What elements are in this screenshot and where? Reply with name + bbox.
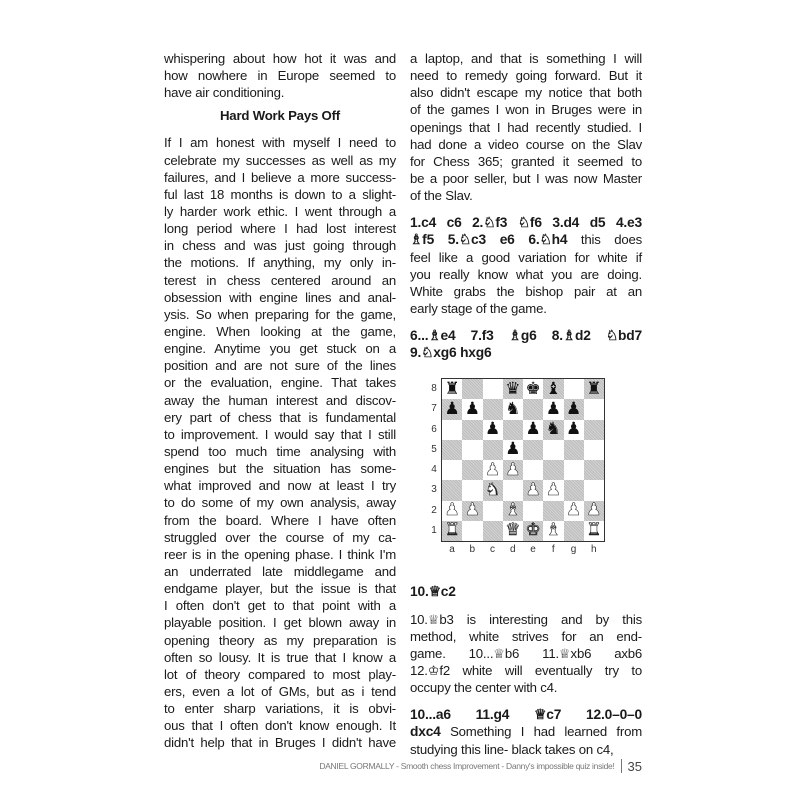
text-line	[410, 327, 642, 344]
section-heading: Hard Work Pays Off	[219, 108, 340, 124]
text-line: opening theory as my preparation is	[164, 632, 396, 648]
board-square-g7	[564, 399, 584, 419]
text-line	[410, 84, 642, 101]
text-segment: 12.♔f2 white will eventually try to	[410, 662, 642, 678]
text-line: endgame player, but the issue is that	[164, 581, 396, 597]
file-label: e	[530, 544, 536, 555]
text-line: struggled over the course of my ca-	[164, 529, 396, 545]
board-square-a8	[442, 379, 462, 399]
text-line	[410, 300, 642, 317]
text-line: often so lousy. It is true that I know a	[164, 649, 396, 665]
text-line: ous that I often don't know enough. It	[164, 718, 396, 734]
text-line: failures, and I believe a more success-	[164, 169, 396, 185]
page-footer	[319, 758, 642, 774]
text-line	[410, 153, 642, 170]
board-square-g5	[564, 440, 584, 460]
white-pawn-icon: ♟	[505, 459, 521, 480]
board-square-c5	[483, 440, 503, 460]
rank-label: 2	[431, 504, 437, 516]
text-line: didn't help that in Bruges I didn't have	[164, 735, 396, 751]
paragraph-gap	[410, 601, 642, 611]
text-line	[410, 101, 642, 118]
right-column-bottom	[410, 583, 642, 757]
black-king-icon: ♚	[525, 378, 541, 399]
text-line: to enter sharp variations, it is obvi-	[164, 701, 396, 717]
board-square-h2	[584, 501, 604, 521]
board-square-h8	[584, 379, 604, 399]
white-pawn-icon: ♟	[586, 500, 602, 521]
text-line: lot of theory compared to most play-	[164, 666, 396, 682]
board-square-f5	[543, 440, 563, 460]
text-line	[410, 170, 642, 187]
board-square-h7	[584, 399, 604, 419]
white-pawn-icon: ♟	[566, 500, 582, 521]
text-segment: studying this line- black takes on c4,	[410, 741, 614, 757]
board-square-h5	[584, 440, 604, 460]
board-square-d1	[503, 521, 523, 541]
text-segment: 10.♕b3 is interesting and by this	[410, 611, 642, 627]
text-segment: this does	[567, 232, 642, 248]
text-line: or the evaluation, engine. That takes	[164, 375, 396, 391]
board-square-g3	[564, 480, 584, 500]
paragraph-gap	[410, 317, 642, 327]
board-square-e4	[523, 460, 543, 480]
board-square-f4	[543, 460, 563, 480]
file-label: f	[551, 544, 555, 555]
file-label: d	[509, 544, 516, 555]
text-line: engine. When looking at the game,	[164, 323, 396, 339]
white-pawn-icon: ♟	[485, 459, 501, 480]
white-pawn-icon: ♟	[545, 479, 561, 500]
paragraph-gap	[410, 696, 642, 706]
text-segment: had done a video course on the Slav	[410, 136, 642, 152]
page-number: 35	[627, 758, 642, 774]
chess-board	[441, 378, 605, 542]
board-square-g6	[564, 420, 584, 440]
board-square-d6	[503, 420, 523, 440]
white-king-icon: ♚	[525, 520, 541, 541]
board-square-b2	[462, 501, 482, 521]
board-square-e7	[523, 399, 543, 419]
text-line: long period where I had lost interest	[164, 221, 396, 237]
white-pawn-icon: ♟	[444, 500, 460, 521]
footer-divider	[621, 759, 622, 773]
white-pawn-icon: ♟	[525, 479, 541, 500]
black-knight-icon: ♞	[545, 419, 561, 440]
text-line	[410, 611, 642, 628]
board-square-c4	[483, 460, 503, 480]
board-square-g4	[564, 460, 584, 480]
rank-label: 3	[431, 484, 437, 496]
left-text-column	[164, 50, 396, 751]
text-segment: feel like a good variation for white if	[410, 249, 642, 265]
white-pawn-icon: ♟	[464, 500, 480, 521]
text-segment: for Chess 365; granted it seemed to	[410, 153, 642, 169]
board-square-c6	[483, 420, 503, 440]
board-square-b6	[462, 420, 482, 440]
text-segment: occupy the center with c4.	[410, 680, 558, 696]
black-bishop-icon: ♝	[545, 378, 561, 399]
board-square-b8	[462, 379, 482, 399]
text-line: ers, even a lot of GMs, but as i tend	[164, 683, 396, 699]
board-square-b3	[462, 480, 482, 500]
text-line: terest in chess centered around an	[164, 272, 396, 288]
move-notation: 10...a6 11.g4 ♕c7 12.0–0–0	[410, 707, 642, 723]
text-line: the motions. If anything, my only in-	[164, 255, 396, 271]
text-line	[410, 231, 642, 248]
file-label: g	[570, 544, 577, 555]
text-line	[410, 249, 642, 266]
text-line: spend too much time analysing with	[164, 443, 396, 459]
board-square-a1	[442, 521, 462, 541]
text-line	[410, 283, 642, 300]
text-line: in chess and was just going through	[164, 238, 396, 254]
move-notation: 9.♘xg6 hxg6	[410, 345, 492, 361]
text-line	[410, 679, 642, 696]
text-segment: Something I had learned from	[440, 724, 642, 740]
file-label: b	[469, 544, 476, 555]
text-line: what improved and now at least I try	[164, 478, 396, 494]
black-knight-icon: ♞	[505, 398, 521, 419]
move-notation: 6...♗e4 7.f3 ♗g6 8.♗d2 ♘bd7	[410, 328, 642, 344]
text-line	[410, 67, 642, 84]
black-rook-icon: ♜	[444, 378, 460, 399]
move-notation: 10.♕c2	[410, 584, 456, 600]
white-rook-icon: ♜	[586, 520, 602, 541]
board-square-b7	[462, 399, 482, 419]
file-label: c	[490, 544, 495, 555]
board-square-e5	[523, 440, 543, 460]
board-square-d2	[503, 501, 523, 521]
text-line	[410, 741, 642, 758]
text-segment: of the Slav.	[410, 188, 473, 204]
text-line	[410, 344, 642, 361]
text-line	[410, 50, 642, 67]
white-queen-icon: ♛	[505, 520, 521, 541]
board-square-a5	[442, 440, 462, 460]
text-line: celebrate my successes as well as my	[164, 152, 396, 168]
text-segment: game. 10...♕b6 11.♕xb6 axb6	[410, 645, 642, 661]
rank-label: 4	[431, 464, 437, 475]
text-line	[410, 266, 642, 283]
board-square-f8	[543, 379, 563, 399]
text-segment: be a poor seller, but I was now Master	[410, 170, 642, 186]
board-square-c2	[483, 501, 503, 521]
white-bishop-icon: ♝	[545, 520, 561, 541]
move-notation: dxc4	[410, 724, 441, 740]
text-line	[410, 628, 642, 645]
text-line: to improvement. I would say that I still	[164, 426, 396, 442]
text-line: whispering about how hot it was and	[164, 51, 396, 66]
board-square-d7	[503, 399, 523, 419]
text-line	[410, 645, 642, 662]
text-segment: you really know what you are doing.	[410, 266, 642, 282]
right-column-top	[410, 50, 642, 361]
board-square-g1	[564, 521, 584, 541]
black-pawn-icon: ♟	[566, 419, 582, 440]
text-segment: of the games I won in Bruges were in	[410, 102, 642, 118]
black-pawn-icon: ♟	[545, 398, 561, 419]
board-square-h3	[584, 480, 604, 500]
white-bishop-icon: ♝	[505, 500, 521, 521]
text-line	[410, 187, 642, 204]
text-line: ly harder work ethic. I went through a	[164, 203, 396, 219]
board-square-c3	[483, 480, 503, 500]
white-rook-icon: ♜	[444, 520, 460, 541]
text-line: have air conditioning.	[164, 85, 285, 101]
black-pawn-icon: ♟	[505, 439, 521, 460]
text-line: away the human interest and discov-	[164, 392, 396, 408]
text-segment: need to remedy going forward. But it	[410, 68, 642, 84]
board-square-a4	[442, 460, 462, 480]
board-square-a6	[442, 420, 462, 440]
black-pawn-icon: ♟	[566, 398, 582, 419]
text-line: an underrated late middlegame and	[164, 563, 396, 579]
text-line: to do some of my own analysis, away	[164, 495, 396, 511]
black-pawn-icon: ♟	[444, 398, 460, 419]
board-square-h4	[584, 460, 604, 480]
text-segment: White grabs the bishop pair at an	[410, 283, 642, 299]
board-square-a3	[442, 480, 462, 500]
text-line: engines but the situation has some-	[164, 461, 396, 477]
text-line: how nowhere in Europe seemed to	[164, 68, 396, 84]
board-square-f7	[543, 399, 563, 419]
board-square-e8	[523, 379, 543, 399]
board-square-c1	[483, 521, 503, 541]
board-square-e3	[523, 480, 543, 500]
board-square-c8	[483, 379, 503, 399]
board-square-e2	[523, 501, 543, 521]
rank-label: 7	[431, 403, 437, 415]
black-pawn-icon: ♟	[464, 398, 480, 419]
text-line	[410, 214, 642, 231]
board-square-a2	[442, 501, 462, 521]
board-square-d4	[503, 460, 523, 480]
chess-diagram	[427, 376, 612, 556]
board-square-d3	[503, 480, 523, 500]
black-pawn-icon: ♟	[525, 419, 541, 440]
board-square-f2	[543, 501, 563, 521]
text-line: reer is in the opening phase. I think I'm	[164, 546, 396, 562]
text-line: ful last 18 months is down to a slight-	[164, 186, 396, 202]
text-line: I often don't get to that point with a	[164, 598, 396, 614]
text-line: engine. Anytime you get stuck on a	[164, 341, 396, 357]
text-line: If I am honest with myself I need to	[164, 135, 396, 151]
move-notation: 1.c4 c6 2.♘f3 ♘f6 3.d4 d5 4.e3	[410, 215, 642, 231]
running-footer: DANIEL GORMALLY - Smooth chess Improvement - Danny's impossible quiz inside!	[319, 761, 615, 771]
white-knight-icon: ♞	[485, 479, 501, 500]
rank-label: 6	[431, 423, 437, 435]
text-line	[410, 723, 642, 740]
text-line	[410, 119, 642, 136]
board-square-b1	[462, 521, 482, 541]
rank-label: 5	[431, 443, 437, 455]
text-line	[410, 583, 642, 600]
board-square-b5	[462, 440, 482, 460]
board-square-c7	[483, 399, 503, 419]
board-square-f3	[543, 480, 563, 500]
rank-label: 1	[431, 524, 437, 536]
board-square-h6	[584, 420, 604, 440]
move-notation: ♗f5 5.♘c3 e6 6.♘h4	[410, 232, 568, 248]
file-label: a	[449, 544, 455, 555]
text-line: ysis. So when preparing for the game,	[164, 306, 396, 322]
board-square-d8	[503, 379, 523, 399]
board-square-e6	[523, 420, 543, 440]
text-line	[410, 136, 642, 153]
board-square-h1	[584, 521, 604, 541]
board-square-f6	[543, 420, 563, 440]
text-segment: early stage of the game.	[410, 300, 547, 316]
file-label: h	[590, 544, 597, 555]
text-line: playable position. I get blown away in	[164, 615, 396, 631]
text-line: obsession with engine lines and anal-	[164, 289, 396, 305]
board-square-g2	[564, 501, 584, 521]
board-square-g8	[564, 379, 584, 399]
text-segment: openings that I had recently studied. I	[410, 119, 642, 135]
board-square-f1	[543, 521, 563, 541]
black-rook-icon: ♜	[586, 378, 602, 399]
board-square-b4	[462, 460, 482, 480]
black-queen-icon: ♛	[505, 378, 521, 399]
board-square-e1	[523, 521, 543, 541]
text-line	[410, 706, 642, 723]
text-line	[410, 662, 642, 679]
board-square-d5	[503, 440, 523, 460]
text-segment: also didn't escape my notice that both	[410, 85, 642, 101]
rank-label: 8	[431, 383, 437, 394]
text-segment: a laptop, and that is something I will	[410, 51, 642, 66]
text-line: ery part of chess that is fundamental	[164, 409, 396, 425]
text-segment: method, white strives for an end-	[410, 628, 642, 644]
paragraph-gap	[410, 204, 642, 214]
text-line: from the board. Where I have often	[164, 512, 396, 528]
board-square-a7	[442, 399, 462, 419]
black-pawn-icon: ♟	[485, 419, 501, 440]
text-line: position and are not sure of the lines	[164, 358, 396, 374]
